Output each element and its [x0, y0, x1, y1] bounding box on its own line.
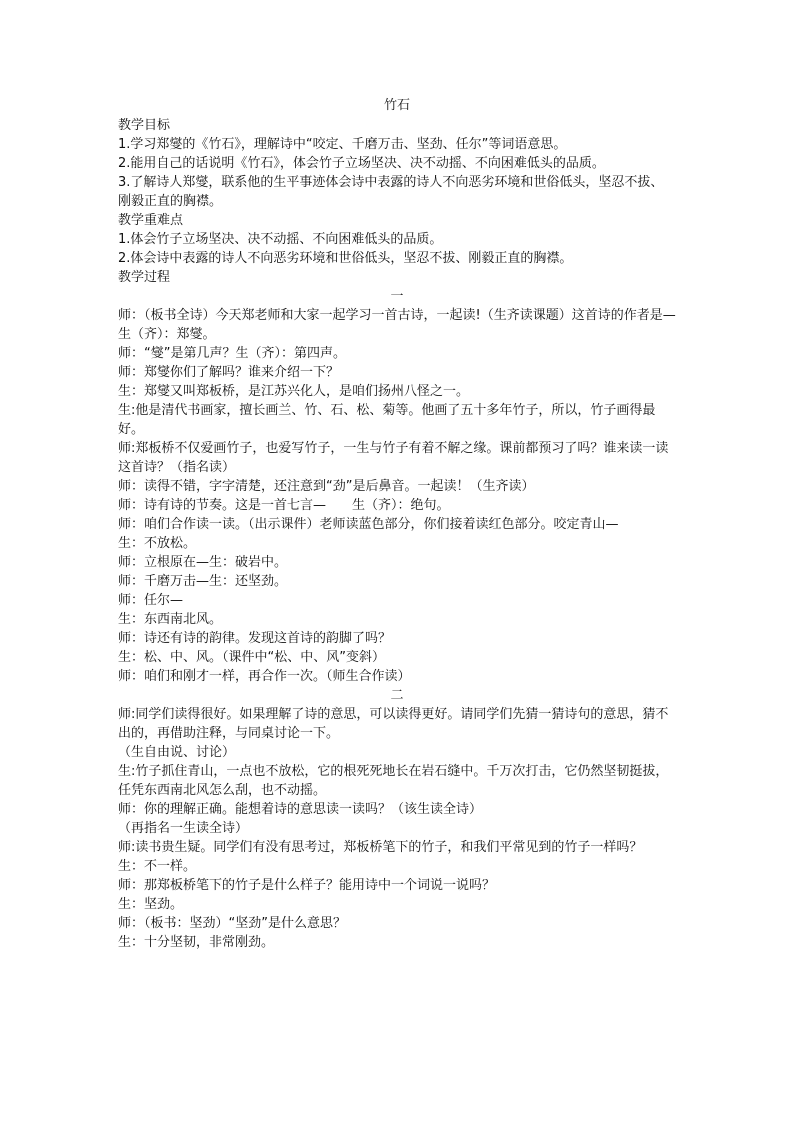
dialogue-line: 生：十分坚韧，非常刚劲。: [118, 935, 275, 950]
dialogue-line: 师：郑燮你们了解吗？谁来介绍一下？: [118, 365, 340, 380]
dialogue-line: 师：你的理解正确。能想着诗的意思读一读吗？（该生读全诗）: [118, 802, 483, 817]
dialogue-line: 生：不一样。: [118, 859, 197, 874]
dialogue-line: （生自由说、讨论）: [118, 745, 236, 760]
document-page: [118, 96, 676, 952]
difficulty-1: 1.体会竹子立场坚决、决不动摇、不向困难低头的品质。: [118, 232, 443, 247]
dialogue-line: 师:读书贵生疑。同学们有没有思考过，郑板桥笔下的竹子，和我们平常见到的竹子一样吗？: [118, 840, 643, 855]
dialogue-line: 生：松、中、风。（课件中“松、中、风”变斜）: [118, 650, 385, 665]
dialogue-line: 师：读得不错，字字清楚，还注意到“劲”是后鼻音。一起读！（生齐读）: [118, 479, 535, 494]
dialogue-line: 师：立根原在—生：破岩中。: [118, 555, 288, 570]
objective-1: 1.学习郑燮的《竹石》，理解诗中“咬定、千磨万击、坚劲、任尔”等词语意思。: [118, 137, 567, 152]
dialogue-line: 师：诗还有诗的韵律。发现这首诗的韵脚了吗？: [118, 631, 392, 646]
dialogue-line: 师:同学们读得很好。如果理解了诗的意思，可以读得更好。请同学们先猜一猜诗句的意思，猜不出的，再借助注释，与同桌讨论一下。: [118, 707, 669, 741]
dialogue-line: 师：那郑板桥笔下的竹子是什么样子？能用诗中一个词说一说吗？: [118, 878, 496, 893]
difficulty-2: 2.体会诗中表露的诗人不向恶劣环境和世俗低头，坚忍不拔、刚毅正直的胸襟。: [118, 251, 573, 266]
objective-3: 3.了解诗人郑燮，联系他的生平事迹体会诗中表露的诗人不向恶劣环境和世俗低头，坚忍不拔、刚毅正直的胸襟。: [118, 175, 664, 209]
dialogue-line: 师：咱们合作读一读。（出示课件）老师读蓝色部分，你们接着读红色部分。咬定青山—: [118, 517, 619, 532]
dialogue-line: 生：东西南北风。: [118, 612, 223, 627]
dialogue-line: 师：诗有诗的节奏。这是一首七言— 生（齐）：绝句。: [118, 498, 450, 513]
dialogue-line: 生:竹子抓住青山，一点也不放松，它的根死死地长在岩石缝中。千万次打击，它仍然坚韧挺拔，任凭东西南北风怎么刮，也不动摇。: [118, 764, 669, 798]
section-two-marker: 二: [390, 688, 404, 703]
dialogue-line: 生：郑燮又叫郑板桥，是江苏兴化人，是咱们扬州八怪之一。: [118, 384, 470, 399]
dialogue-line: 生（齐）：郑燮。: [118, 327, 216, 342]
dialogue-line: 师：任尔—: [118, 593, 184, 608]
dialogue-line: 师：千磨万击—生：还坚劲。: [118, 574, 288, 589]
dialogue-line: 师:郑板桥不仅爱画竹子，也爱写竹子，一生与竹子有着不解之缘。课前都预习了吗？谁来读一读这首诗？（指名读）: [118, 441, 669, 475]
section-one-marker: 一: [390, 289, 404, 304]
objective-2: 2.能用自己的话说明《竹石》，体会竹子立场坚决、决不动摇、不向困难低头的品质。: [118, 156, 605, 171]
objectives-heading: 教学目标: [118, 118, 171, 133]
dialogue-line: 生:他是清代书画家，擅长画兰、竹、石、松、菊等。他画了五十多年竹子，所以，竹子画得最好。: [118, 403, 656, 437]
process-heading: 教学过程: [118, 270, 171, 285]
dialogue-line: 生：坚劲。: [118, 897, 184, 912]
difficulty-heading: 教学重难点: [118, 213, 184, 228]
dialogue-line: 师：（板书：坚劲）“坚劲”是什么意思？: [118, 916, 346, 931]
dialogue-line: 师：“燮”是第几声？生（齐）：第四声。: [118, 346, 346, 361]
dialogue-line: 师：（板书全诗）今天郑老师和大家一起学习一首古诗，一起读!（生齐读课题）这首诗的作者是—: [118, 308, 676, 323]
dialogue-line: 师：咱们和刚才一样，再合作一次。（师生合作读）: [118, 669, 411, 684]
dialogue-line: （再指名一生读全诗）: [118, 821, 249, 836]
document-title: 竹石: [383, 98, 410, 113]
dialogue-line: 生：不放松。: [118, 536, 197, 551]
